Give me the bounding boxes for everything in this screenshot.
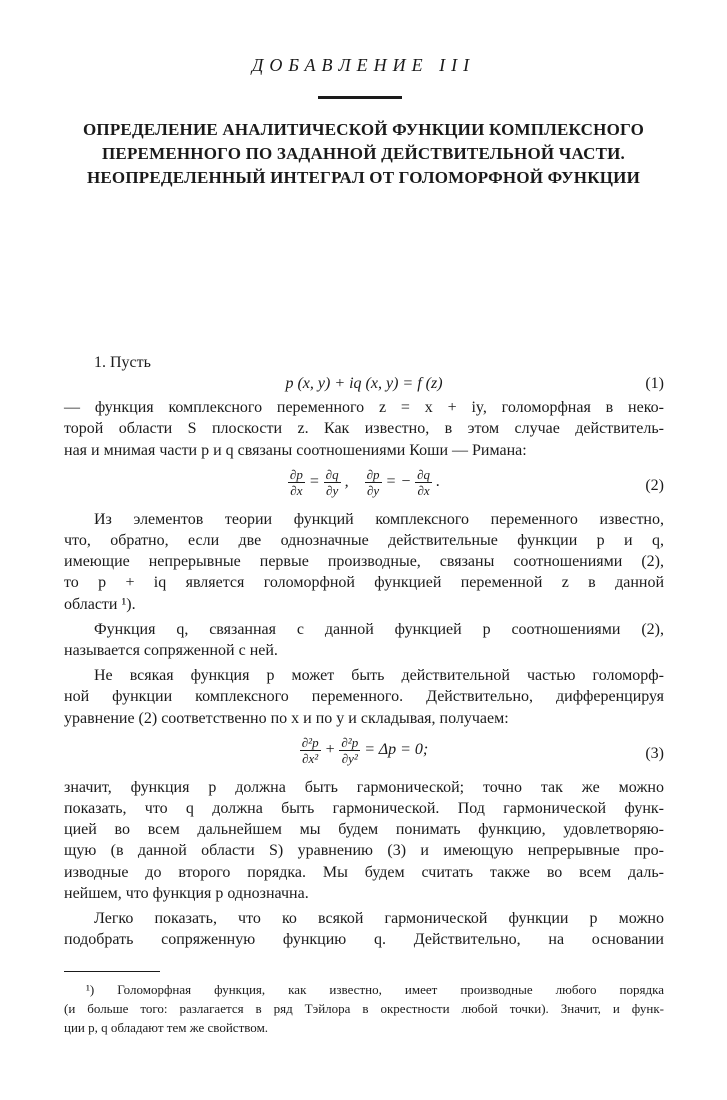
equation-2-number: (2) [645,476,664,494]
paragraph-5 [64,777,664,904]
equation-3-tail: = Δp = 0; [364,741,429,759]
equation-1-formula: p (x, y) + iq (x, y) = f (z) [285,375,443,393]
paragraph-line: ная и мнимая части p и q связаны соотношениями Коши — Римана: [64,441,527,459]
heading-line-3: НЕОПРЕДЕЛЕННЫЙ ИНТЕГРАЛ ОТ ГОЛОМОРФНОЙ ФУНКЦИИ [86,168,641,187]
paragraph-line: Из элементов теории функций комплексного переменного известно, [94,510,664,528]
paragraph-line: области ¹). [64,595,136,613]
paragraph-line: Легко показать, что ко всякой гармонической функции p можно [94,910,664,928]
fraction-dq-dx: $\frac{\partial q}{\partial x}$ [417,466,431,498]
footnote-line: (и больше того: разлагается в ряд Тэйлора в окрестности любой точки). Значит, и функ- [64,1001,664,1016]
fraction-dp-dx: $\frac{\partial p}{\partial x}$ [289,466,303,498]
footnote [64,980,664,1037]
equation-1 [64,369,664,395]
paragraph-line: щую (в данной области S) уравнению (3) и имеющую непрерывные про- [64,842,664,860]
paragraph-line: подобрать сопряженную функцию q. Действительно, на основании [64,931,664,949]
equation-3 [64,731,664,775]
section-intro: 1. Пусть [94,354,151,371]
paragraph-line: торой области S плоскости z. Как известно, в этом случае действитель- [64,420,664,438]
appendix-title: ДОБАВЛЕНИЕ III [251,55,476,75]
paragraph-line: называется сопряженной с ней. [64,642,278,660]
heading-line-1: ОПРЕДЕЛЕНИЕ АНАЛИТИЧЕСКОЙ ФУНКЦИИ КОМПЛЕКСНОГО [82,120,645,139]
paragraph-line: изводные до второго порядка. Мы будем считать также во всем даль- [64,863,664,881]
equation-3-number: (3) [645,744,664,762]
fraction-d2p-dy2: $\frac{\text{∂²p}}{\text{∂y²}}$ [341,734,359,766]
paragraph-line: Функция q, связанная с данной функцией p соотношениями (2), [94,620,664,638]
paragraph-3 [64,619,664,661]
title-rule [318,96,402,99]
fraction-dq-dy: $\frac{\partial q}{\partial y}$ [325,466,339,498]
paragraph-4 [64,665,664,729]
paragraph-6 [64,908,664,950]
fraction-dp-dy: $\frac{\partial p}{\partial y}$ [366,466,380,498]
footnote-line: ции p, q обладают тем же свойством. [64,1020,269,1035]
paragraph-line: нейшем, что функция p однозначна. [64,884,309,902]
main-text [64,352,664,950]
equation-2-formula: $\frac{\partial p}{\partial x}$ = $\frac{\partial q}{\partial y}$ , $\frac{\partial p}{\partial y}$ = − $\frac{\partial q}{\partial x}$ . [289,466,441,498]
footnote-rule [64,971,160,972]
paragraph-line: уравнение (2) соответственно по x и по y и складывая, получаем: [64,709,509,727]
paragraph-line: ной функции комплексного переменного. Действительно, дифференцируя [64,688,664,706]
footnote-line: ¹) Голоморфная функция, как известно, имеет производные любого порядка [86,982,664,997]
paragraph-line: значит, функция p должна быть гармонической; точно так же можно [64,778,664,796]
paragraph-line: показать, что q должна быть гармонической. Под гармонической функ- [64,800,664,818]
paragraph-line: имеющие непрерывные первые производные, связаны соотношениями (2), [64,553,664,571]
heading-line-2: ПЕРЕМЕННОГО ПО ЗАДАННОЙ ДЕЙСТВИТЕЛЬНОЙ ЧАСТИ. [102,144,625,163]
paragraph-1 [64,397,664,461]
paragraph-line: то p + iq является голоморфной функцией переменной z в данной [64,574,664,592]
paragraph-line: — функция комплексного переменного z = x + iy, голоморфная в неко- [64,399,664,417]
paragraph-line: Не всякая функция p может быть действительной частью голоморф- [94,667,664,685]
fraction-d2p-dx2: $\frac{\text{∂²p}}{\text{∂x²}}$ [301,734,319,766]
equation-3-formula: $\frac{\text{∂²p}}{\text{∂x²}}$ + $\frac{\text{∂²p}}{\text{∂y²}}$ = Δp = 0; [301,734,429,766]
paragraph-line: цией во всем дальнейшем мы будем понимать функцию, удовлетворяю- [64,821,664,839]
equation-2 [64,463,664,507]
equation-1-number: (1) [645,375,664,393]
paragraph-line: что, обратно, если две однозначные действительные функции p и q, [64,532,664,550]
paragraph-2 [64,509,664,615]
chapter-heading [50,118,677,190]
